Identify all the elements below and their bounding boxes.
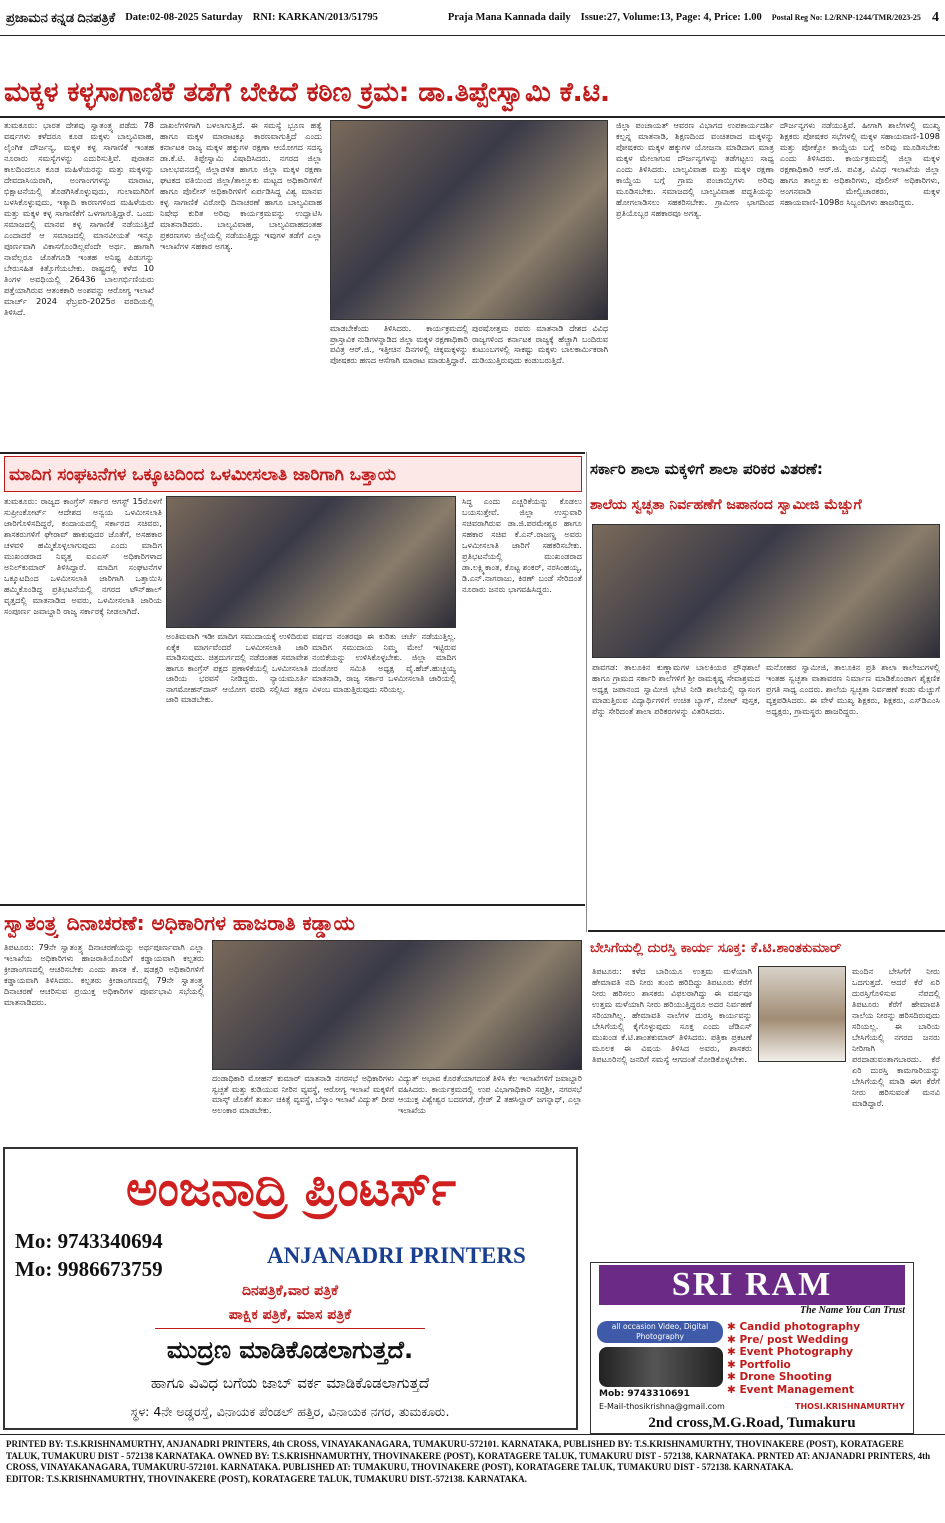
ad-sriram-title: SRI RAM: [599, 1265, 905, 1305]
ad-printers-line-1: ದಿನಪತ್ರಿಕೆ,ವಾರ ಪತ್ರಿಕೆ: [241, 1283, 339, 1299]
service-item: ✱ Drone Shooting: [727, 1371, 832, 1383]
service-item: ✱ Pre/ post Wedding: [727, 1333, 849, 1346]
postal-reg: Postal Reg No: L2/RNP-1244/TMR/2023-25: [771, 13, 921, 22]
ad-sriram-owner: THOSI.KRISHNAMURTHY: [795, 1402, 905, 1411]
ad-printers-address: ಸ್ಥಳ: 4ನೇ ಅಡ್ಡರಸ್ತೆ, ವಿನಾಯಕ ಪೆಂಡಲ್ ಹತ್ತಿರ, ವಿನಾಯಕ ನಗರ, ತುಮಕೂರು.: [130, 1404, 450, 1419]
ad-printers-title: ಅಂಜನಾದ್ರಿ ಪ್ರಿಂಟರ್ಸ್: [125, 1161, 456, 1217]
page-number: 4: [932, 9, 939, 25]
ad-sriram-email: E-Mail-thosikrishna@gmail.com: [599, 1402, 725, 1411]
story4-photo-caption-2: ವಿದ್ಯುತ್ ಅಭಾವ ಕೊರತೆಯಾಗದಂತೆ ತಿಳಿಸಿ ಕೆಲ ಇಲಾಖೆಗಳಿಗೆ ಜವಾಬ್ದಾರಿ ವಹಿಸಿದರು. ಕಾರ್ಯಕ್ರಮದಲ್ಲಿ ಉಪ ವಿಭಾಗಾಧಿಕಾರಿ ಸಪ್ತಶ್ರೀ, ನಗರಸಭೆ ಆಯುಕ್ತ ವಿಶ್ವೇಶ್ವರ ಬದರಗಡೆ, ಗ್ರೇಡ್ 2 ತಹಸಿಲ್ದಾರ್ ಜಗನ್ನಾಥ್, ಎಲ್ಲಾ ಇಲಾಖೆಯ: [398, 1074, 582, 1115]
paper-name: Praja Mana Kannada daily: [447, 12, 571, 23]
story5-headline: ಬೇಸಿಗೆಯಲ್ಲಿ ದುರಸ್ತಿ ಕಾರ್ಯ ಸೂಕ್ತ: ಕೆ.ಟಿ.ಶಾಂತಕುಮಾರ್: [590, 940, 842, 956]
story2-photo-caption-2: ವರ್ಷದ ನಂತರವೂ ಈ ಕುರಿತು ಚರ್ಚೆ ನಡೆಯುತ್ತಿಲ್ಲ. ಮಾದಿಗ ಸಮುದಾಯ ನಿಮ್ಮ ಮೇಲೆ ಇಟ್ಟಿರುವ ನಂಬಿಕೆಯನ್ನು ಉಳಿಸಿಕೊಳ್ಳಬೇಕು. ಜಿಲ್ಲಾ ಮಾದಿಗ ದಂಡೋರ ಸಮಿತಿ ಅಧ್ಯಕ್ಷ ವೈ.ಹೆಚ್.ಹುಚ್ಚಯ್ಯ ಮಾತನಾಡಿ, ರಾಜ್ಯ ಸರ್ಕಾರ ಒಳಮೀಸಲಾತಿ ಜಾರಿಯಲ್ಲಿ ವಿಳಂಬ ಮಾಡುತ್ತಿರುವುದು ಸರಿಯಲ್ಲ.: [312, 632, 456, 694]
story4-meeting-photo: [212, 940, 582, 1070]
ad-sriram-tagline: The Name You Can Trust: [799, 1305, 905, 1316]
story4-column-1: ತಿಪಟೂರು: 79ನೇ ಸ್ವಾತಂತ್ರ್ಯ ದಿನಾಚರಣೆಯನ್ನು ಅರ್ಥಪೂರ್ಣವಾಗಿ ಎಲ್ಲಾ ಇಲಾಖೆಯ ಅಧಿಕಾರಿಗಳು ಹಾಜರಾತಿಯೊಂದಿಗೆ ಕಡ್ಡಾಯವಾಗಿ ಕಲ್ಪತರು ಕ್ರೀಡಾಂಗಣದಲ್ಲಿ ಆಚರಿಸಬೇಕು ಎಂದು ಶಾಸಕ ಕೆ. ಷಡಕ್ಷರಿ ಅಧಿಕಾರಿಗಳಿಗೆ ಕಡ್ಡಾಯವಾಗಿ ತಿಳಿಸಿದರು. ಕಲ್ಪತರು ಕ್ರೀಡಾಂಗಣದಲ್ಲಿ 79ನೇ ಸ್ವಾತಂತ್ರ್ಯ ದಿನಾಚರಣೆ ಆಚರಿಸುವ ಪ್ರಯುಕ್ತ ಅಧಿಕಾರಿಗಳ ಪೂರ್ವಭಾವಿ ಸಭೆಯಲ್ಲಿ ಮಾತನಾಡಿದರು.: [4, 942, 204, 1007]
story1-column-2: ದಾಖಲೆಗಳಿಗಾಗಿ ಬಳಲಾಗುತ್ತಿದೆ. ಈ ಸಮಸ್ಯೆ ಭ್ರೂಣ ಹತ್ಯೆ ಹಾಗೂ ಮಕ್ಕಳ ಮಾರಾಟಕ್ಕೂ ಕಾರಣವಾಗುತ್ತಿದೆ ಎಂದು ಕರ್ನಾಟಕ ರಾಜ್ಯ ಮಕ್ಕಳ ಹಕ್ಕುಗಳ ರಕ್ಷಣಾ ಆಯೋಗದ ಸದಸ್ಯ ಡಾ.ಕೆ.ಟಿ. ತಿಪ್ಪೇಸ್ವಾಮಿ ವಿಷಾದಿಸಿದರು. ನಗರದ ಜಿಲ್ಲಾ ಬಾಲಭವನದಲ್ಲಿ ಜಿಲ್ಲಾಡಳಿತ ಹಾಗೂ ಜಿಲ್ಲಾ ಮಕ್ಕಳ ರಕ್ಷಣಾ ಘಟಕದ ವತಿಯಿಂದ ಜಿಲ್ಲಾ/ತಾಲ್ಲೂಕು ಮಟ್ಟದ ಅಧಿಕಾರಿಗಳಿಗೆ ಹಾಗೂ ಪೊಲೀಸ್ ಅಧಿಕಾರಿಗಳಿಗೆ ಏರ್ಪಡಿಸಿದ್ದ ವಿಶ್ವ ಮಾನವ ಕಳ್ಳ ಸಾಗಾಣಿಕೆ ವಿರೋಧಿ ದಿನಾಚರಣೆ ಹಾಗೂ ಬಾಲ್ಯವಿವಾಹ ನಿಷೇಧ ಕುರಿತ ಅರಿವು ಕಾರ್ಯಕ್ರಮವನ್ನು ಉದ್ಘಾಟಿಸಿ ಮಾತನಾಡಿದರು. ಬಾಲ್ಯವಿವಾಹ, ಬಾಲ್ಯವಿವಾಹದಂತಹ ಪ್ರಕರಣಗಳು ಜಿಲ್ಲೆಯಲ್ಲಿ ನಡೆಯುತ್ತಿದ್ದು ಇವುಗಳ ತಡೆಗೆ ಎಲ್ಲಾ ಇಲಾಖೆಗಳ ಸಹಕಾರ ಅಗತ್ಯ.: [160, 120, 322, 251]
rni-number: RNI: KARKAN/2013/51795: [252, 12, 378, 23]
service-item: ✱ Event Photography: [727, 1346, 853, 1358]
story3-column-1: ಪಾವಗಡ: ತಾಲೂಕಿನ ಕುಣ್ಣಾಮಗಳ ಬಾಲಕಿಯರ ಪ್ರೌಢಶಾಲೆ ಹಾಗೂ ಗ್ರಾಮದ ಸರ್ಕಾರಿ ಶಾಲೆಗಳಿಗೆ ಶ್ರೀ ರಾಮಕೃಷ್ಣ ಸೇವಾಶ್ರಮದ ಅಧ್ಯಕ್ಷ ಜಪಾನಂದ ಸ್ವಾಮೀಜಿ ಭೇಟಿ ನೀಡಿ ಶಾಲೆಯಲ್ಲಿ ವ್ಯಾಸಂಗ ಮಾಡುತ್ತಿರುವ ವಿದ್ಯಾರ್ಥಿಗಳಿಗೆ ಉಚಿತ ಬ್ಯಾಗ್, ನೋಟ್ ಪುಸ್ತಕ, ಪೆನ್ನು ಸೇರಿದಂತೆ ಶಾಲಾ ಪರಿಕರಗಳನ್ನು ವಿತರಿಸಿದರು.: [592, 662, 760, 716]
story2-column-1: ತುಮಕೂರು: ರಾಜ್ಯದ ಕಾಂಗ್ರೆಸ್ ಸರ್ಕಾರ ಆಗಸ್ಟ್ 15ರೊಳಗೆ ಸುಪ್ರೀಂಕೋರ್ಟ್ ಆದೇಶದ ಅನ್ವಯ ಒಳಮೀಸಲಾತಿ ಜಾರಿಗೊಳಿಸದಿದ್ದರೆ, ಕಂದಾಯದಲ್ಲಿ ಸರ್ಕಾರದ ಸಚಿವರು, ಶಾಸಕರುಗಳಿಗೆ ಘೇರಾವ್ ಹಾಕುವುದರ ಜೊತೆಗೆ, ಅಸಹಕಾರ ಚಳವಳಿ ಹಮ್ಮಿಕೊಳ್ಳಲಾಗುವುದು ಎಂದು ಮಾದಿಗ ಮುಖಂಡರಾದ ನಿವೃತ್ತ ಐಎಎಸ್ ಅಧಿಕಾರಿಗಳಾದ ಅನಿಲ್‌ಕುಮಾರ್ ತಿಳಿಸಿದ್ದಾರೆ. ಮಾದಿಗ ಸಂಘಟನೆಗಳ ಒಕ್ಕೂಟದಿಂದ ಒಳಮೀಸಲಾತಿ ಜಾರಿಗಾಗಿ ಒತ್ತಾಯಿಸಿ ಹಮ್ಮಿಕೊಂಡಿದ್ದ ಪ್ರತಿಭಟನೆಯಲ್ಲಿ ನಗರದ ಟೌನ್‌ಹಾಲ್ ವೃತ್ತದಲ್ಲಿ ಮಾತನಾಡಿದ ಅವರು, ಒಳಮೀಸಲಾತಿ ಜಾರಿಯ ಸಂಪೂರ್ಣ ಜವಾಬ್ದಾರಿ ರಾಜ್ಯ ಸರ್ಕಾರಕ್ಕೆ ನೀಡಲಾಗಿದೆ.: [4, 496, 162, 616]
imprint-text: PRINTED BY: T.S.KRISHNAMURTHY, ANJANADRI PRINTERS, 4th CROSS, VINAYAKANAGARA, TUMAKURU-572101. KARNATAKA, PUBLISHED BY: T.S.KRISHNAMURTHY, THOVINAKERE (POST), KORATAGERE TALUK, TUMAKURU DIST - 572138 KARNATAKA. OWNED BY: T.S.KRISHNAMURTHY, THOVINAKERE (POST), KORATAGERE TALUK, TUMAKURU DIST - 572138, KARNATAKA. PRNTED AT: ANJANADRI PRINTERS, 4th CROSS, VINAYAKANAGARA, TUMAKURU-572101. KARNATAKA. PUBLISHED AT: TUMAKURU, THOVINAKERE (POST), KORATAGERE TALUK, TUMAKURU DIST - 572138. KARNATAKA.: [6, 1439, 931, 1472]
story4-headline: ಸ್ವಾತಂತ್ರ್ಯ ದಿನಾಚರಣೆ: ಅಧಿಕಾರಿಗಳ ಹಾಜರಾತಿ ಕಡ್ಡಾಯ: [4, 911, 355, 935]
story1-column-1: ತುಮಕೂರು: ಭಾರತ ದೇಶವು ಸ್ವಾತಂತ್ರ್ಯ ಪಡೆದು 78 ವರ್ಷಗಳು ಕಳೆದರೂ ಕೂಡ ಮಕ್ಕಳು ಬಾಲ್ಯವಿವಾಹ, ಲೈಂಗಿಕ ದೌರ್ಜನ್ಯ, ಮಕ್ಕಳ ಕಳ್ಳ ಸಾಗಾಣಿಕೆ ಇಂತಹ ನೂರಾರು ಸಮಸ್ಯೆಗಳನ್ನು ಎದುರಿಸುತ್ತಿವೆ. ಪುರಾತನ ಕಾಲದಿಂದಲೂ ಕೂಡ ಮಹಿಳೆಯರನ್ನು ಮತ್ತು ಮಕ್ಕಳನ್ನು ದೇವದಾಸಿಯರಾಗಿ, ಅಂಗಾಂಗಗಳನ್ನು ಮಾರಾಟ, ಭಿಕ್ಷಾಟನೆಯಲ್ಲಿ ತೊಡಗಿಸಿಕೊಳ್ಳುವುದು, ಗುಲಾಮಗಿರಿಗೆ ಬಳಸಿಕೊಳ್ಳುವುದು, ಇತ್ಯಾದಿ ಕಾರಣಗಳಿಂದ ಮಹಿಳೆಯರು ಮತ್ತು ಮಕ್ಕಳ ಕಳ್ಳ ಸಾಗಾಣಿಕೆಗೆ ಒಳಗಾಗುತ್ತಿದ್ದಾರೆ. ಒಂದು ಸಮಾಜದಲ್ಲಿ ಮಾನವ ಕಳ್ಳ ಸಾಗಾಣಿಕೆ ನಡೆಯುತ್ತಿದೆ ಎಂದಾದರೆ ಆ ಸಮಾಜದಲ್ಲಿ ಮಾನವೀಯತೆ ಇನ್ನೂ ಪೂರ್ಣವಾಗಿ ವಿಕಾಸಗೊಂಡಿಲ್ಲವೆಂದೇ ಅರ್ಥ. ಹಾಗಾಗಿ ನಾವೆಲ್ಲರೂ ಜೊತೆಗೂಡಿ ಇಂತಹ ಅನಿಷ್ಟ ಪಿಡುಗನ್ನು ಬೇರುಸಹಿತ ಕಿತ್ತೊಗೆಯಬೇಕು. ರಾಷ್ಟ್ರದಲ್ಲಿ ಕಳೆದ 10 ತಿಂಗಳ ಅವಧಿಯಲ್ಲಿ 26436 ಬಾಲಗರ್ಭಿಣಿಯರು ಪತ್ತೆಯಾಗಿರುವ ಆತಂಕಕಾರಿ ಅಂಶವನ್ನು ಆರೋಗ್ಯ ಇಲಾಖೆ ಮಾರ್ಚ್ 2024 ಫೆಬ್ರವರಿ-2025ರ ವರದಿಯಲ್ಲಿ ತಿಳಿಸಿದೆ.: [4, 120, 154, 317]
story3-column-2: ಮನೋಹರ ಸ್ವಾಮೀಜಿ, ತಾಲೂಕಿನ ಪ್ರತಿ ಶಾಲಾ ಕಾಲೇಜುಗಳಲ್ಲಿ ಇಂತಹ ಸ್ವಚ್ಛತಾ ವಾತಾವರಣ ನಿರ್ಮಾಣ ಮಾಡಿಕೊಂಡಾಗ ಶೈಕ್ಷಣಿಕ ಪ್ರಗತಿ ಸಾಧ್ಯ ಎಂದರು. ಶಾಲೆಯ ಸ್ವಚ್ಛತಾ ನಿರ್ವಹಣೆ ಕಂಡು ಮೆಚ್ಚುಗೆ ವ್ಯಕ್ತಪಡಿಸಿದರು. ಈ ವೇಳೆ ಮುಖ್ಯ ಶಿಕ್ಷಕರು, ಶಿಕ್ಷಕರು, ಎಸ್‌ಡಿಎಂಸಿ ಅಧ್ಯಕ್ಷರು, ಗ್ರಾಮಸ್ಥರು ಹಾಜರಿದ್ದರು.: [766, 662, 940, 716]
divider: [0, 452, 585, 454]
ad-printers-line-4: ಹಾಗೂ ವಿವಿಧ ಬಗೆಯ ಜಾಬ್ ವರ್ಕ ಮಾಡಿಕೊಡಲಾಗುತ್ತದೆ: [150, 1374, 430, 1392]
imprint-footer: [0, 1434, 945, 1514]
story2-column-4: ಸಿದ್ಧ ಎಂದು ಎಚ್ಚರಿಕೆಯನ್ನು ಕೊಡಲು ಬಯಸುತ್ತೇವೆ. ಜಿಲ್ಲಾ ಉಸ್ತುವಾರಿ ಸಚಿವರಾಗಿರುವ ಡಾ.ಜಿ.ಪರಮೇಶ್ವರ ಹಾಗೂ ಸಹಕಾರ ಸಚಿವ ಕೆ.ಎನ್.ರಾಜಣ್ಣ ಅವರು ಒಳಮೀಸಲಾತಿ ಜಾರಿಗೆ ಸಹಕರಿಸಬೇಕು. ಪ್ರತಿಭಟನೆಯಲ್ಲಿ ಮುಖಂಡರಾದ ಡಾ.ಲಕ್ಷ್ಮಿಕಾಂತ, ಕೊಟ್ಟ ಶಂಕರ್, ನರಸಿಂಹಯ್ಯ, ಡಿ.ಎನ್.ನಾಗರಾಜು, ಕಿರಣ್ ಬಂಡೆ ಸೇರಿದಂತೆ ನೂರಾರು ಜನರು ಭಾಗವಹಿಸಿದ್ದರು.: [462, 496, 582, 594]
story2-headline: ಮಾದಿಗ ಸಂಘಟನೆಗಳ ಒಕ್ಕೂಟದಿಂದ ಒಳಮೀಸಲಾತಿ ಜಾರಿಗಾಗಿ ಒತ್ತಾಯ: [4, 456, 582, 492]
ad-sriram-mobile: Mob: 9743310691: [599, 1389, 690, 1399]
ad-sri-ram: [590, 1262, 914, 1434]
story1-headline: ಮಕ್ಕಳ ಕಳ್ಳಸಾಗಾಣಿಕೆ ತಡೆಗೆ ಬೇಕಿದೆ ಕಠಿಣ ಕ್ರಮ: ಡಾ.ತಿಪ್ಪೇಸ್ವಾಮಿ ಕೆ.ಟಿ.: [4, 77, 610, 108]
divider: [0, 904, 585, 906]
ad-anjanadri-printers: [3, 1147, 578, 1430]
ad-sriram-services: [727, 1321, 911, 1397]
divider: [0, 116, 945, 118]
story1-column-4: ದೌರ್ಜನ್ಯಗಳು ನಡೆಯುತ್ತಿವೆ. ಹೀಗಾಗಿ ಶಾಲೆಗಳಲ್ಲಿ ಮುಖ್ಯ ಶಿಕ್ಷಕರು ಪೋಷಕರ ಸಭೆಗಳಲ್ಲಿ ಮಕ್ಕಳ ಸಹಾಯವಾಣಿ-1098 ಮತ್ತು ಪೋಕ್ಸೋ ಕಾಯ್ದೆಯ ಬಗ್ಗೆ ಅರಿವು ಮೂಡಿಸಬೇಕು ಎಂದು ತಿಳಿಸಿದರು. ಕಾರ್ಯಕ್ರಮದಲ್ಲಿ ಜಿಲ್ಲಾ ಮಕ್ಕಳ ರಕ್ಷಣಾಧಿಕಾರಿ ಆರ್.ಜಿ. ಪವಿತ್ರ, ವಿವಿಧ ಇಲಾಖೆಯ ಜಿಲ್ಲಾ ಹಾಗೂ ತಾಲ್ಲೂಕು ಅಧಿಕಾರಿಗಳು, ಪೊಲೀಸ್ ಅಧಿಕಾರಿಗಳು, ಅಂಗನವಾಡಿ ಮೇಲ್ವಿಚಾರಕರು, ಮಕ್ಕಳ ಸಹಾಯವಾಣಿ-1098ರ ಸಿಬ್ಬಂದಿಗಳು ಹಾಜರಿದ್ದರು.: [780, 120, 940, 207]
paper-logo: ಪ್ರಜಾಮನ ಕನ್ನಡ ದಿನಪತ್ರಿಕೆ: [6, 9, 116, 25]
story1-photo-caption-2: ಪುರಷೋತ್ತಮ ರವರು ಮಾತನಾಡಿ ದೇಶದ ವಿವಿಧ ರಾಜ್ಯಗಳಿಂದ ಕರ್ನಾಟಕ ರಾಜ್ಯಕ್ಕೆ ಹೆಚ್ಚಾಗಿ ಬಂದಿರುವ ಕುಟುಂಬಗಳಲ್ಲಿ ಸಾಕಷ್ಟು ಮಕ್ಕಳು ಬಾಲಕಾರ್ಮಿಕರಾಗಿ ದುಡಿಯುತ್ತಿರುವುದು ಕಂಡುಬರುತ್ತಿದೆ.: [472, 324, 608, 365]
ad-printers-name-en: ANJANADRI PRINTERS: [267, 1243, 526, 1268]
camera-icon: [599, 1347, 723, 1387]
service-item: ✱ Candid photography: [727, 1321, 861, 1333]
issue-date: Date:02-08-2025 Saturday: [125, 12, 243, 23]
ad-sriram-badge: all occasion Video, Digital Photography: [597, 1321, 723, 1343]
divider: [588, 930, 945, 932]
editor-line: EDITOR: T.S.KRISHNAMURTHY, THOVINAKERE (POST), KORATAGERE TALUK, TUMAKURU DIST.-572138. KARNATAKA.: [6, 1473, 527, 1484]
ad-printers-phone-2: Mo: 9986673759: [15, 1257, 163, 1281]
ad-sriram-address: 2nd cross,M.G.Road, Tumakuru: [648, 1415, 856, 1431]
service-item: ✱ Portfolio: [727, 1358, 791, 1371]
masthead: [0, 0, 945, 36]
story1-column-3: ಜಿಲ್ಲಾ ಪಂಚಾಯತ್ ಆವರಣ ವಿಭಾಗದ ಉಪಕಾರ್ಯದರ್ಶಿ ಕಲ್ಪನ್ನ ಮಾತನಾಡಿ, ಶಿಕ್ಷಣದಿಂದ ವಂಚಿತರಾದ ಮಕ್ಕಳನ್ನು ಪೋಷಕರು ಮಕ್ಕಳ ಹಕ್ಕುಗಳ ಯೋಜನಾ ಮಾಡಿದಾಗ ಮಾತ್ರ ಮಕ್ಕಳ ಮೇಲಾಗುವ ದೌರ್ಜನ್ಯಗಳನ್ನು ತಡೆಗಟ್ಟಲು ಸಾಧ್ಯ ಎಂದು ತಿಳಿಸಿದರು. ಬಾಲ್ಯವಿವಾಹ ಮತ್ತು ಮಕ್ಕಳ ರಕ್ಷಣಾ ಕಾಯ್ದೆಯ ಬಗ್ಗೆ ಗ್ರಾಮ ಪಂಚಾಯ್ತಿಗಳು ಅರಿವು ಮೂಡಿಸಬೇಕು. ಸಮಾಜದಲ್ಲಿ ಬಾಲ್ಯವಿವಾಹ ಪದ್ಧತಿಯನ್ನು ಹೋಗಲಾಡಿಸಲು ಸಹಕರಿಸಬೇಕು. ಗ್ರಾಮೀಣ ಭಾಗದಿಂದ ಪ್ರತಿಯೊಬ್ಬರ ಸಹಕಾರವೂ ಅಗತ್ಯ.: [616, 120, 774, 218]
ad-printers-line-3: ಮುದ್ರಣ ಮಾಡಿಕೊಡಲಾಗುತ್ತದೆ.: [166, 1336, 414, 1364]
story1-photo-caption: ಮಾಡಬೇಕೆಂದು ತಿಳಿಸಿದರು. ಕಾರ್ಯಕ್ರಮದಲ್ಲಿ ಪ್ರಾಸ್ತಾವಿಕ ನುಡಿಗಳನ್ನಾಡಿದ ಜಿಲ್ಲಾ ಮಕ್ಕಳ ರಕ್ಷಣಾಧಿಕಾರಿ ಪವಿತ್ರ ಆರ್.ಜಿ., ಇತ್ತೀಚಿನ ದಿನಗಳಲ್ಲಿ ಚಿಕ್ಕಮಕ್ಕಳನ್ನು ಪೋಷಕರು ಹಣದ ಆಸೆಗಾಗಿ ಮಾರಾಟ ಮಾಡುತ್ತಿದ್ದಾರೆ.: [330, 324, 468, 365]
story5-column-1: ತಿಪಟೂರು: ಕಳೆದ ಬಾರಿಯೂ ಉತ್ತಮ ಮಳೆಯಾಗಿ ಹೇಮಾವತಿ ನದಿ ನೀರು ತುಂಬಿ ಹರಿದಿದ್ದು ತಿಪಟೂರು ಕೆರೆಗೆ ನೀರು ಹರಿಸಲು ಶಾಸಕರು ವಿಫಲರಾಗಿದ್ದು ಈ ವರ್ಷವೂ ಉತ್ತಮ ಮಳೆಯಾಗಿ ನೀರು ಹರಿಯುತ್ತಿದ್ದರೂ ಅದರ ನಿರ್ವಹಣೆ ಸರಿಯಾಗಿಲ್ಲ. ಹೇಮಾವತಿ ನಾಲೆಗಳ ದುರಸ್ತಿ ಕಾರ್ಯವನ್ನು ಬೇಸಿಗೆಯಲ್ಲಿ ಕೈಗೊಳ್ಳುವುದು ಸೂಕ್ತ ಎಂದು ಜೆಡಿಎಸ್ ಮುಖಂಡ ಕೆ.ಟಿ.ಶಾಂತಕುಮಾರ್ ತಿಳಿಸಿದರು. ಪತ್ರಿಕಾ ಪ್ರಕಟಣೆ ಮೂಲಕ ಈ ವಿಷಯ ತಿಳಿಸಿದ ಅವರು, ಶಾಸಕರು ತಿಪಟೂರಿನಲ್ಲಿ ಜನರಿಗೆ ಸಮಸ್ಯೆ ಆಗದಂತೆ ನೋಡಿಕೊಳ್ಳಬೇಕು.: [592, 966, 752, 1064]
ad-printers-phone-1: Mo: 9743340694: [15, 1229, 163, 1253]
story5-portrait-photo: [758, 966, 846, 1062]
story3-subtitle: ಶಾಲೆಯ ಸ್ವಚ್ಛತಾ ನಿರ್ವಹಣೆಗೆ ಜಪಾನಂದ ಸ್ವಾಮೀಜಿ ಮೆಚ್ಚುಗೆ: [590, 497, 862, 513]
story1-event-photo: [330, 120, 608, 320]
divider: [586, 452, 587, 932]
story3-title: ಸರ್ಕಾರಿ ಶಾಲಾ ಮಕ್ಕಳಿಗೆ ಶಾಲಾ ಪರಿಕರ ವಿತರಣೆ:: [590, 460, 823, 478]
service-item: ✱ Event Management: [727, 1383, 855, 1396]
story2-protest-photo: [166, 496, 456, 628]
story4-photo-caption: ದಂಡಾಧಿಕಾರಿ ಮೋಹನ್ ಕುಮಾರ್ ಮಾತನಾಡಿ ನಗರಸಭೆ ಅಧಿಕಾರಿಗಳು ಸ್ವಚ್ಛತೆ ಮತ್ತು ಕುಡಿಯುವ ನೀರಿನ ವ್ಯವಸ್ಥೆ, ಆರೋಗ್ಯ ಇಲಾಖೆ ಮಕ್ಕಳಿಗೆ ಮಾಸ್ಕ್ ಜೊತೆಗೆ ತುರ್ತು ಚಿಕಿತ್ಸೆ ವ್ಯವಸ್ಥೆ, ಬೆಸ್ಕಾಂ ಇಲಾಖೆ ವಿದ್ಯುತ್ ದೀಪ ಅಲಂಕಾರ ಮಾಡಬೇಕು.: [212, 1074, 394, 1115]
story2-photo-caption: ಅಂತಿಮವಾಗಿ ಇಡೀ ಮಾದಿಗ ಸಮುದಾಯಕ್ಕೆ ಉಳಿದಿರುವ ಏಕೈಕ ಮಾರ್ಗವೆಂದರೆ ಒಳಮೀಸಲಾತಿ ಜಾರಿ ಮಾಡಿಸುವುದು. ಚಿತ್ರದುರ್ಗದಲ್ಲಿ ನಡೆದಂತಹ ಸಮಾವೇಶ ಹಾಗೂ ಕಾಂಗ್ರೆಸ್ ಪಕ್ಷದ ಪ್ರಣಾಳಿಕೆಯಲ್ಲಿ ಒಳಮೀಸಲಾತಿ ಜಾರಿಯ ಭರವಸೆ ನೀಡಿದ್ದರು. ನ್ಯಾಯಮೂರ್ತಿ ನಾಗಮೋಹನ್‌ದಾಸ್ ಆಯೋಗ ವರದಿ ಸಲ್ಲಿಸಿದ ತಕ್ಷಣ ಜಾರಿ ಮಾಡಬೇಕು.: [166, 632, 308, 704]
issue-info: Issue:27, Volume:13, Page: 4, Price: 1.00: [580, 12, 762, 23]
story5-column-2: ಮಂದಿನ ಬೇಸಿಗೆಗೆ ನೀರು ಒದಗುತ್ತದೆ. ಆದರೆ ಕೆರೆ ಏರಿ ದುರಸ್ತಿಗೊಳಿಸುವ ನೆಪದಲ್ಲಿ ತಿಪಟೂರು ಕೆರೆಗೆ ಹೇಮಾವತಿ ನಾಲೆಯ ನೀರನ್ನು ಹರಿಸದಿರುವುದು ಸರಿಯಲ್ಲ. ಈ ಬಾರಿಯ ಬೇಸಿಗೆಯಲ್ಲಿ ನಗರದ ಜನರು ನೀರಿಗಾಗಿ ಪರದಾಡುವಂತಾಗಬಾರದು. ಕೆರೆ ಏರಿ ದುರಸ್ತಿ ಕಾಮಗಾರಿಯನ್ನು ಬೇಸಿಗೆಯಲ್ಲಿ ಮಾಡಿ ಈಗ ಕೆರೆಗೆ ನೀರು ಹರಿಸುವಂತೆ ಮನವಿ ಮಾಡಿದ್ದಾರೆ.: [852, 966, 940, 1108]
ad-printers-line-2: ಪಾಕ್ಷಿಕ ಪತ್ರಿಕೆ, ಮಾಸ ಪತ್ರಿಕೆ: [155, 1307, 425, 1329]
story3-school-photo: [592, 524, 940, 658]
